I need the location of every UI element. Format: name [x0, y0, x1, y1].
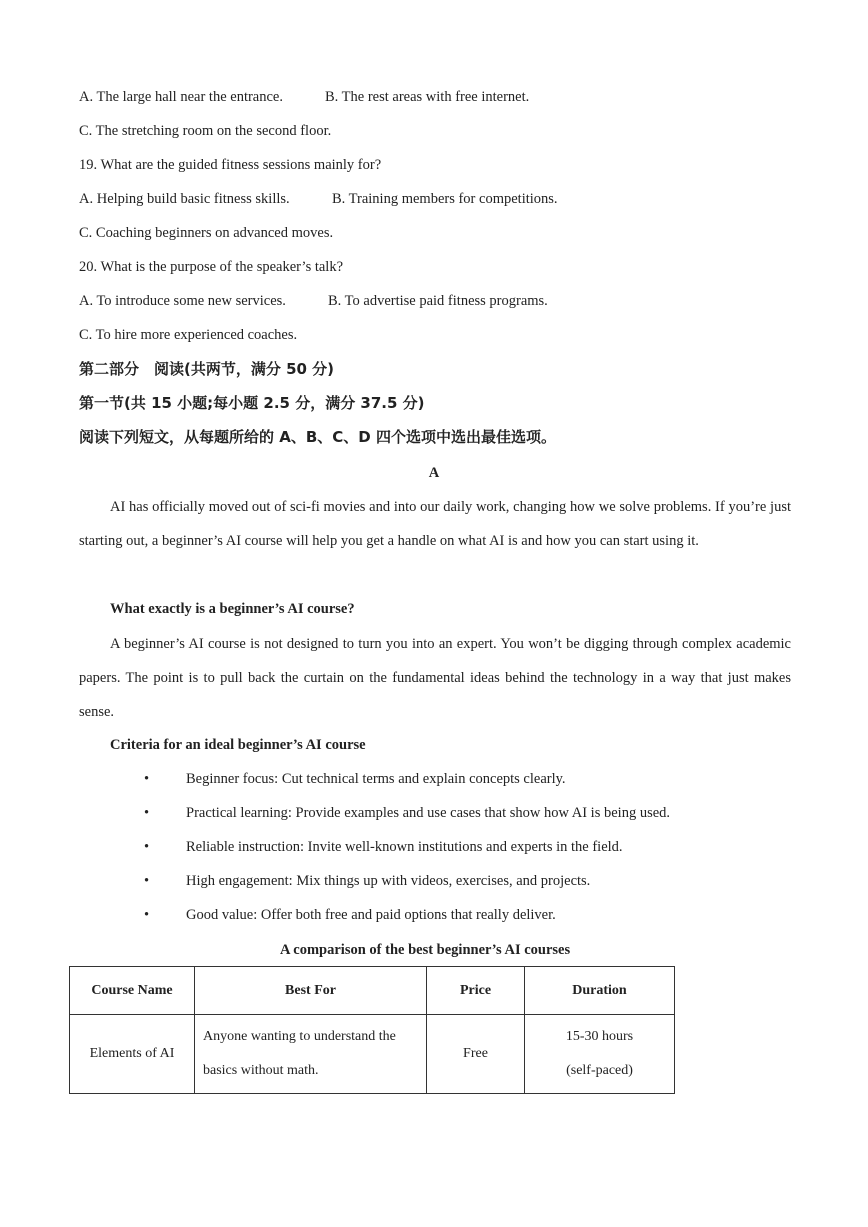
passage-paragraph-1: [79, 627, 791, 729]
table-caption: A comparison of the best beginner’s AI courses: [280, 942, 571, 958]
table-header-row: [70, 967, 675, 1015]
q20-option-c: C. To hire more experienced coaches.: [79, 327, 298, 343]
q19-option-c: C. Coaching beginners on advanced moves.: [79, 225, 334, 241]
part-title: 第二部分 阅读(共两节，满分 50 分): [79, 360, 335, 378]
criteria-item: Practical learning: Provide examples and use cases that show how AI is being used.: [186, 805, 671, 821]
passage-letter: A: [428, 465, 440, 481]
bullet-marker: •: [144, 873, 150, 889]
heading-what-is-course: What exactly is a beginner’s AI course?: [110, 601, 355, 617]
bullet-marker: •: [144, 771, 150, 787]
criteria-item: Reliable instruction: Invite well-known institutions and experts in the field.: [186, 839, 623, 855]
passage-intro-text: AI has officially moved out of sci-fi movies and into our daily work, changing how we solve problems. If you’re just starting out, a beginner’s AI course will help you get a handle on what AI is and how you can start using it.: [79, 499, 791, 549]
section-title: 第一节(共 15 小题;每小题 2.5 分，满分 37.5 分): [79, 394, 425, 412]
header-best-for: Best For: [195, 967, 427, 1015]
q18-option-c: C. The stretching room on the second floor.: [79, 123, 332, 139]
criteria-item: Beginner focus: Cut technical terms and explain concepts clearly.: [186, 771, 566, 787]
instruction: 阅读下列短文，从每题所给的 A、B、C、D 四个选项中选出最佳选项。: [79, 428, 556, 446]
cell-duration: [525, 1015, 675, 1094]
header-duration: Duration: [525, 967, 675, 1015]
table-row: [70, 1015, 675, 1094]
q18-option-b: B. The rest areas with free internet.: [325, 89, 530, 105]
criteria-item: High engagement: Mix things up with videos, exercises, and projects.: [186, 873, 591, 889]
cell-course-name: Elements of AI: [70, 1015, 195, 1094]
passage-intro: [79, 490, 791, 558]
q19-question: 19. What are the guided fitness sessions mainly for?: [79, 157, 382, 173]
cell-price: Free: [427, 1015, 525, 1094]
q18-option-a: A. The large hall near the entrance.: [79, 89, 283, 105]
cell-duration-line-2: (self-paced): [566, 1063, 633, 1078]
heading-criteria: Criteria for an ideal beginner’s AI course: [110, 737, 366, 753]
bullet-marker: •: [144, 839, 150, 855]
passage-paragraph-1-text: A beginner’s AI course is not designed to turn you into an expert. You won’t be digging through complex academic papers. The point is to pull back the curtain on the fundamental ideas behind the technology in a way that just makes sense.: [79, 636, 791, 720]
comparison-table: [69, 966, 675, 1094]
cell-best-for: Anyone wanting to understand the basics without math.: [195, 1015, 427, 1094]
q20-option-b: B. To advertise paid fitness programs.: [328, 293, 548, 309]
header-price: Price: [427, 967, 525, 1015]
bullet-marker: •: [144, 907, 150, 923]
cell-duration-line-1: 15-30 hours: [565, 1029, 634, 1044]
q20-option-a: A. To introduce some new services.: [79, 293, 286, 309]
header-course-name: Course Name: [70, 967, 195, 1015]
bullet-marker: •: [144, 805, 150, 821]
q19-option-b: B. Training members for competitions.: [332, 191, 558, 207]
q20-question: 20. What is the purpose of the speaker’s talk?: [79, 259, 344, 275]
q19-option-a: A. Helping build basic fitness skills.: [79, 191, 290, 207]
criteria-item: Good value: Offer both free and paid options that really deliver.: [186, 907, 556, 923]
